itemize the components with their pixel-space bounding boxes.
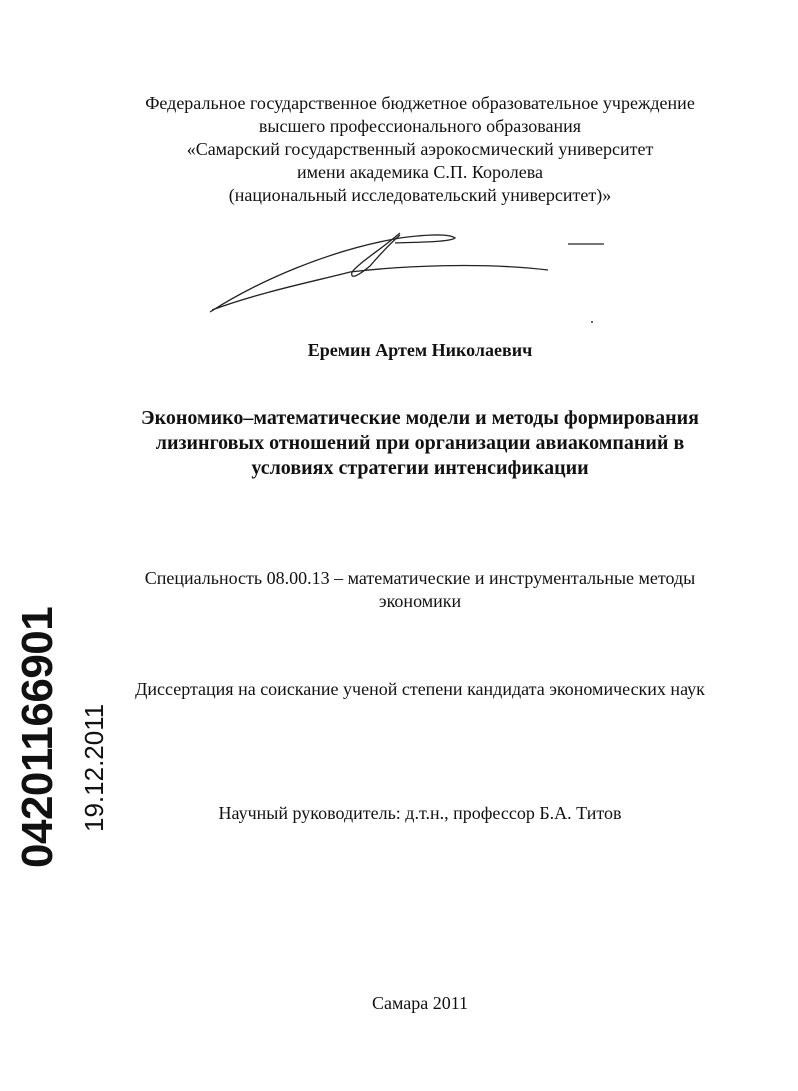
dissertation-title bbox=[0, 406, 798, 481]
specialty-line: Специальность 08.00.13 – математические и инструментальные методы bbox=[144, 568, 696, 588]
institution-line: «Самарский государственный аэрокосмический университет bbox=[186, 139, 654, 159]
title-line: лизинговых отношений при организации авиакомпаний в bbox=[155, 432, 685, 454]
degree-statement: Диссертация на соискание ученой степени кандидата экономических наук bbox=[135, 679, 705, 699]
registration-number-stamp: 04201166901 bbox=[13, 606, 62, 868]
specialty-line: экономики bbox=[378, 591, 462, 611]
institution-line: имени академика С.П. Королева bbox=[297, 162, 543, 182]
institution-line: Федеральное государственное бюджетное образовательное учреждение bbox=[145, 93, 695, 113]
institution-line: (национальный исследовательский университет)» bbox=[228, 185, 612, 205]
title-line: Экономико–математические модели и методы формирования bbox=[141, 407, 699, 429]
specialty bbox=[0, 567, 798, 613]
institution-line: высшего профессионального образования bbox=[258, 116, 582, 136]
registration-date-stamp: 19.12.2011 bbox=[79, 703, 109, 832]
title-line: условиях стратегии интенсификации bbox=[251, 457, 589, 479]
city-year: Самара 2011 bbox=[371, 993, 469, 1013]
author-name: Еремин Артем Николаевич bbox=[307, 340, 533, 360]
signature bbox=[0, 0, 798, 340]
scientific-advisor: Научный руководитель: д.т.н., профессор Б.А. Титов bbox=[218, 803, 622, 823]
